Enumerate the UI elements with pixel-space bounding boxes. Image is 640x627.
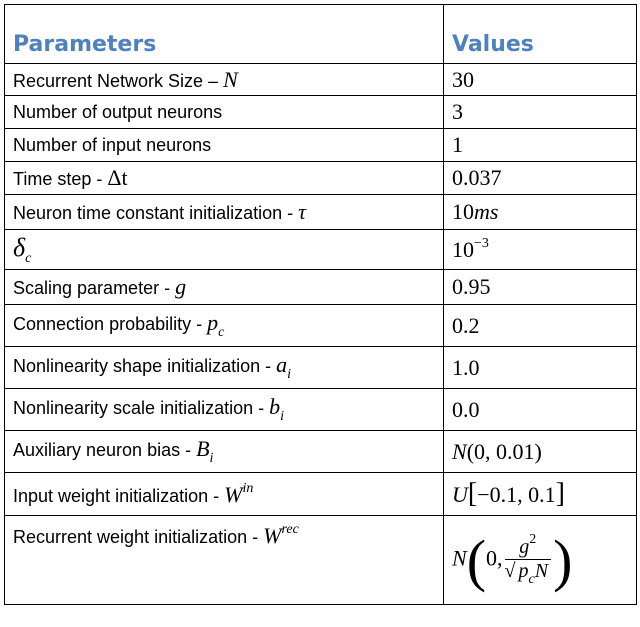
- param-cell: [5, 64, 444, 96]
- param-cell: [5, 347, 444, 389]
- value-number: 10: [452, 237, 474, 262]
- value-cell: [444, 516, 637, 605]
- value-args: (0, 0.01): [466, 438, 542, 464]
- param-symbol: b: [269, 394, 281, 419]
- param-symbol: B: [196, 436, 210, 461]
- fraction-numerator: [505, 532, 552, 560]
- denominator-symbol: p: [518, 560, 529, 582]
- table-row: [5, 230, 637, 270]
- header-row: [5, 5, 637, 64]
- value-cell: 0.0: [444, 389, 637, 431]
- parameters-table: [4, 4, 637, 605]
- table-row: [5, 96, 637, 129]
- value-cell: [444, 473, 637, 516]
- param-symbol: a: [276, 352, 288, 377]
- param-symbol-sup: rec: [281, 522, 299, 537]
- param-label: Neuron time constant initialization -: [13, 203, 299, 223]
- param-symbol-sup: in: [242, 480, 254, 496]
- value-cell: [444, 230, 637, 270]
- value-cell: 0.037: [444, 162, 637, 195]
- table-row: [5, 270, 637, 305]
- value-fraction: [505, 532, 552, 588]
- param-symbol-sub: c: [25, 250, 32, 266]
- param-label: Recurrent weight initialization -: [13, 527, 264, 547]
- value-cell: 30: [444, 64, 637, 96]
- table-row: [5, 129, 637, 162]
- value-cell: 1: [444, 129, 637, 162]
- numerator-exponent: 2: [529, 532, 537, 547]
- param-symbol: N: [223, 66, 238, 92]
- param-label: Recurrent Network Size –: [13, 70, 224, 91]
- value-cell: 3: [444, 96, 637, 129]
- param-symbol: p: [207, 310, 219, 335]
- value-close-bracket: ]: [555, 478, 565, 509]
- param-label: Nonlinearity scale initialization -: [13, 398, 270, 418]
- table-row: [5, 347, 637, 389]
- value-open-bracket: [: [467, 478, 478, 509]
- param-cell: [5, 195, 444, 230]
- param-symbol: W: [224, 481, 243, 507]
- value-number: 10: [452, 199, 474, 224]
- value-function: N: [452, 545, 467, 571]
- param-label: Time step -: [13, 169, 108, 189]
- value-cell: [444, 195, 637, 230]
- param-label: Connection probability -: [13, 314, 208, 334]
- value-cell: 0.2: [444, 305, 637, 347]
- numerator-symbol: g: [519, 536, 530, 558]
- param-cell: [5, 162, 444, 195]
- table-row: [5, 431, 637, 473]
- table-row: [5, 516, 637, 605]
- header-parameters: Parameters: [5, 5, 444, 64]
- param-label: Number of input neurons: [13, 134, 212, 155]
- param-cell: [5, 389, 444, 431]
- value-open-paren: (: [466, 527, 487, 593]
- sqrt-radicand: [516, 559, 552, 587]
- denominator-tail: N: [534, 560, 549, 582]
- table-row: [5, 389, 637, 431]
- header-values: Values: [444, 5, 637, 64]
- value-close-paren: ): [553, 527, 573, 593]
- value-exponent: −3: [474, 236, 489, 251]
- table-row: [5, 473, 637, 516]
- table-row: [5, 305, 637, 347]
- value-cell: 0.95: [444, 270, 637, 305]
- param-cell: [5, 129, 444, 162]
- value-unit: ms: [474, 199, 499, 224]
- param-label: Input weight initialization -: [13, 485, 225, 506]
- table-row: [5, 195, 637, 230]
- param-cell: [5, 305, 444, 347]
- param-symbol-sub: i: [280, 409, 285, 424]
- value-args: −0.1, 0.1: [477, 482, 556, 507]
- param-label: Number of output neurons: [13, 101, 223, 122]
- param-symbol: τ: [298, 199, 307, 224]
- param-symbol-sub: i: [287, 367, 292, 382]
- table-row: [5, 64, 637, 96]
- param-symbol-sub: i: [209, 451, 214, 466]
- param-label: Auxiliary neuron bias -: [13, 440, 197, 460]
- sqrt-icon: √: [504, 560, 516, 582]
- table-row: [5, 162, 637, 195]
- value-lead: 0,: [486, 545, 503, 571]
- param-cell: [5, 473, 444, 516]
- value-cell: 1.0: [444, 347, 637, 389]
- param-symbol-sub: c: [218, 325, 225, 340]
- param-symbol: Δt: [107, 165, 128, 190]
- denominator-sub: c: [528, 572, 535, 587]
- param-symbol: δ: [13, 232, 26, 262]
- param-label: Nonlinearity shape initialization -: [13, 356, 277, 376]
- value-function: U: [452, 482, 468, 507]
- param-cell: [5, 96, 444, 129]
- param-cell: [5, 516, 444, 605]
- fraction-denominator: [505, 560, 552, 588]
- param-symbol: W: [263, 523, 282, 548]
- param-label: Scaling parameter -: [13, 278, 176, 298]
- param-cell: [5, 431, 444, 473]
- param-cell: [5, 230, 444, 270]
- param-cell: [5, 270, 444, 305]
- value-cell: [444, 431, 637, 473]
- value-function: N: [452, 438, 467, 464]
- param-symbol: g: [175, 274, 187, 299]
